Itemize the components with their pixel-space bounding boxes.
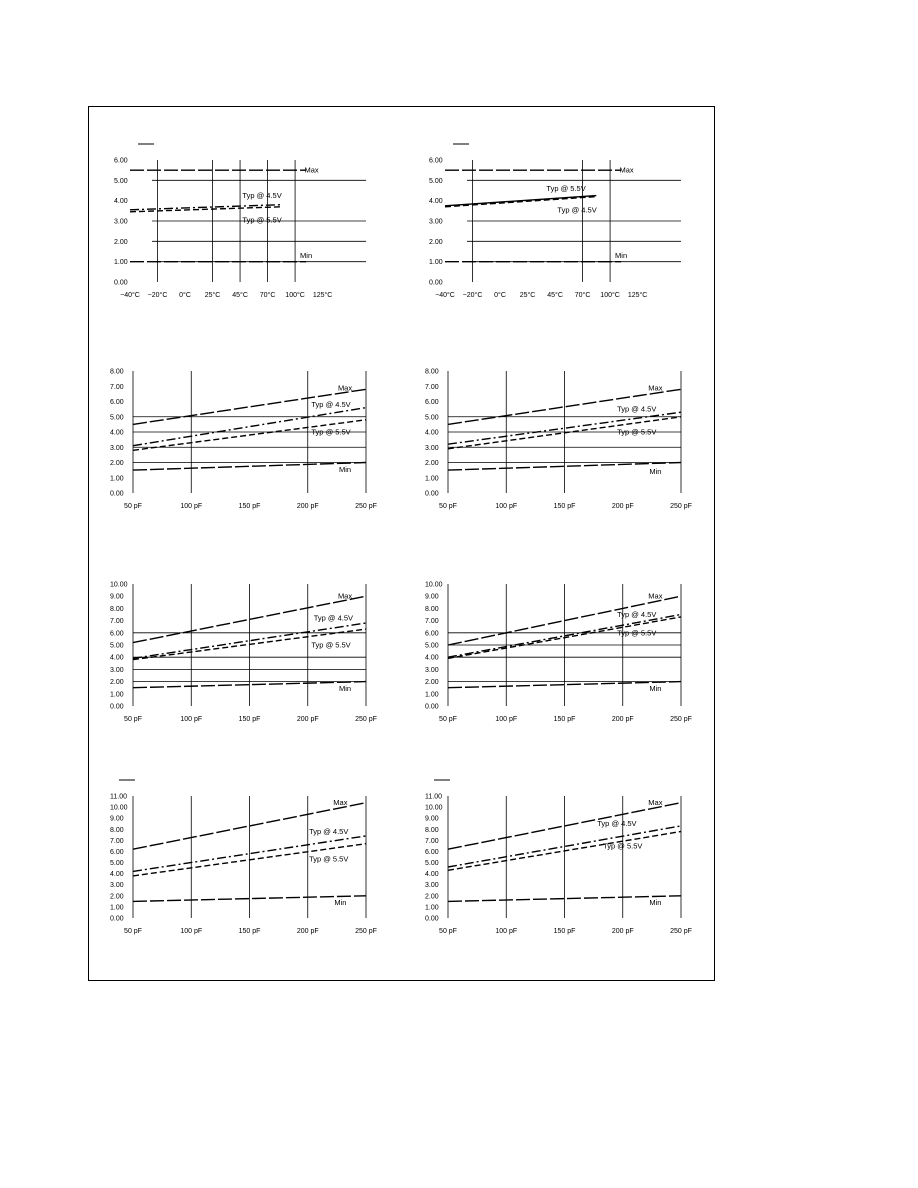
chart-3-y-tick: 1.00 (110, 475, 124, 483)
chart-6-x-tick: 100 pF (495, 716, 518, 723)
chart-3-y-tick: 6.00 (110, 399, 124, 406)
chart-2-y-tick: 6.00 (429, 157, 443, 165)
chart-4-series-label: Typ @ 5.5V (617, 427, 657, 437)
chart-3-y-tick: 0.00 (110, 490, 124, 498)
chart-8-y-tick: 3.00 (425, 882, 439, 890)
chart-8-x-tick: 100 pF (495, 928, 518, 935)
chart-2-series-label: Min (615, 251, 628, 261)
chart-7-x-tick: 150 pF (238, 928, 261, 935)
chart-3-series-line (133, 463, 366, 471)
chart-6-x-tick: 200 pF (611, 716, 634, 723)
chart-1-x-tick: 0°C (179, 292, 191, 299)
chart-3-y-tick: 4.00 (110, 429, 124, 437)
chart-5-y-tick: 10.00 (110, 581, 128, 589)
chart-3-y-tick: 2.00 (110, 460, 124, 467)
chart-2-series-label: Typ @ 5.5V (546, 183, 586, 193)
chart-5-y-tick: 7.00 (110, 618, 124, 626)
chart-5-series-label: Max (337, 591, 353, 601)
chart-1-series-label: Min (300, 251, 313, 261)
chart-4-series-label: Max (648, 383, 663, 393)
chart-4-x-tick: 100 pF (495, 503, 518, 510)
chart-8-y-tick: 10.00 (425, 804, 443, 812)
chart-8-x-tick: 250 pF (670, 928, 692, 935)
chart-7-y-tick: 5.00 (110, 860, 124, 868)
chart-4-y-tick: 5.00 (425, 414, 439, 422)
chart-1-x-tick: 45°C (232, 292, 248, 299)
chart-1-x-tick: 125°C (312, 292, 333, 299)
chart-1-y-tick: 3.00 (114, 218, 128, 226)
chart-2-x-tick: −20°C (462, 292, 483, 299)
chart-1-series-label: Max (304, 165, 319, 175)
chart-5-y-tick: 6.00 (110, 630, 124, 638)
chart-4-x-tick: 250 pF (670, 503, 692, 510)
chart-8-series-label: Typ @ 5.5V (603, 841, 643, 851)
chart-6-y-tick: 6.00 (425, 630, 439, 638)
chart-3-series-label: Max (337, 383, 353, 393)
chart-3-series-label: Typ @ 4.5V (311, 400, 351, 410)
chart-8-y-tick: 8.00 (425, 826, 439, 834)
chart-5-series-label: Typ @ 5.5V (311, 640, 351, 650)
chart-2-series-line (445, 196, 596, 206)
chart-3-x-tick: 250 pF (355, 503, 377, 510)
chart-8-x-tick: 200 pF (611, 928, 634, 935)
chart-1-x-tick: −20°C (147, 292, 168, 299)
chart-5-x-tick: 150 pF (238, 716, 261, 723)
chart-8-y-tick: 9.00 (425, 815, 439, 823)
chart-4-x-tick: 150 pF (553, 503, 576, 510)
chart-8-y-tick: 11.00 (425, 793, 442, 801)
chart-7-y-tick: 3.00 (110, 882, 124, 890)
chart-7-series-label: Max (333, 798, 348, 808)
chart-4-series-label: Min (649, 467, 662, 477)
chart-5-y-tick: 5.00 (110, 642, 124, 650)
chart-8-y-tick: 7.00 (425, 837, 439, 845)
chart-5-x-tick: 50 pF (124, 716, 142, 723)
chart-1-series-label: Typ @ 4.5V (242, 191, 282, 201)
chart-1-series-label: Typ @ 5.5V (242, 215, 282, 225)
chart-3-y-tick: 5.00 (110, 414, 124, 422)
chart-8-y-tick: 4.00 (425, 871, 439, 879)
chart-7-x-tick: 250 pF (355, 928, 377, 935)
chart-6-x-tick: 50 pF (439, 716, 457, 723)
chart-6-y-tick: 10.00 (425, 581, 443, 589)
chart-2-y-tick: 2.00 (429, 238, 443, 246)
chart-1-x-tick: 25°C (204, 292, 221, 299)
chart-7-series-label: Typ @ 4.5V (309, 826, 349, 836)
chart-4-y-tick: 3.00 (425, 444, 439, 452)
chart-6-y-tick: 4.00 (425, 654, 439, 662)
chart-7-y-tick: 9.00 (110, 815, 124, 823)
chart-7-x-tick: 200 pF (296, 928, 319, 935)
chart-1-x-tick: 70°C (259, 292, 276, 299)
chart-7-y-tick: 2.00 (110, 893, 124, 901)
chart-5-y-tick: 4.00 (110, 654, 124, 662)
chart-4-y-tick: 0.00 (425, 490, 439, 498)
chart-6-series-label: Typ @ 5.5V (617, 628, 657, 638)
chart-7-y-tick: 4.00 (110, 871, 124, 879)
chart-7-x-tick: 50 pF (124, 928, 142, 935)
chart-6-y-tick: 3.00 (425, 666, 439, 674)
chart-8-series-label: Max (648, 798, 663, 808)
chart-4-series-label: Typ @ 4.5V (617, 404, 657, 414)
chart-5-y-tick: 2.00 (110, 679, 124, 687)
chart-6-y-tick: 1.00 (425, 691, 439, 699)
chart-2-x-tick: 25°C (519, 292, 536, 299)
chart-2-y-tick: 5.00 (429, 177, 443, 185)
chart-4-y-tick: 7.00 (425, 383, 439, 391)
chart-6-y-tick: 9.00 (425, 593, 439, 601)
chart-2-x-tick: −40°C (435, 292, 455, 299)
chart-5-y-tick: 3.00 (110, 666, 124, 674)
chart-6-y-tick: 5.00 (425, 642, 439, 650)
chart-8-series-label: Min (649, 897, 662, 907)
chart-7-y-tick: 0.00 (110, 915, 124, 923)
chart-7-y-tick: 11.00 (110, 793, 127, 801)
chart-7-x-tick: 100 pF (180, 928, 203, 935)
chart-3-x-tick: 100 pF (180, 503, 203, 510)
chart-2-x-tick: 70°C (574, 292, 591, 299)
chart-2-x-tick: 45°C (547, 292, 563, 299)
chart-7-series-label: Typ @ 5.5V (309, 854, 349, 864)
chart-6-x-tick: 150 pF (553, 716, 576, 723)
chart-8-y-tick: 5.00 (425, 860, 439, 868)
chart-3-series-label: Min (338, 464, 352, 474)
chart-6-series-label: Max (648, 591, 663, 601)
chart-8-y-tick: 1.00 (425, 904, 439, 912)
chart-1-y-tick: 5.00 (114, 177, 128, 185)
chart-8-y-tick: 2.00 (425, 893, 439, 901)
chart-7-y-tick: 8.00 (110, 826, 124, 834)
chart-4-y-tick: 8.00 (425, 368, 439, 376)
chart-6-x-tick: 250 pF (670, 716, 692, 723)
chart-5-x-tick: 200 pF (296, 716, 319, 723)
chart-1-y-tick: 6.00 (114, 157, 128, 165)
chart-5-y-tick: 9.00 (110, 593, 124, 601)
chart-5-y-tick: 1.00 (110, 691, 124, 699)
chart-2-x-tick: 0°C (494, 292, 506, 299)
chart-2-y-tick: 0.00 (429, 279, 443, 287)
chart-6-series-label: Min (649, 683, 662, 693)
chart-5-series-label: Min (338, 683, 352, 693)
chart-1-y-tick: 0.00 (114, 279, 128, 287)
chart-5-y-tick: 0.00 (110, 703, 124, 711)
chart-6-y-tick: 8.00 (425, 605, 439, 613)
chart-8-y-tick: 0.00 (425, 915, 439, 923)
chart-4-x-tick: 50 pF (439, 503, 457, 510)
chart-5-x-tick: 100 pF (180, 716, 203, 723)
chart-3-y-tick: 3.00 (110, 444, 124, 452)
chart-2-x-tick: 125°C (627, 292, 648, 299)
chart-2-x-tick: 100°C (600, 292, 620, 299)
chart-4-y-tick: 1.00 (425, 475, 439, 483)
chart-8-x-tick: 50 pF (439, 928, 457, 935)
chart-5-x-tick: 250 pF (355, 716, 377, 723)
chart-1-x-tick: 100°C (285, 292, 305, 299)
chart-4-x-tick: 200 pF (611, 503, 634, 510)
chart-3-y-tick: 8.00 (110, 368, 124, 376)
chart-3-x-tick: 200 pF (296, 503, 319, 510)
chart-6-series-label: Typ @ 4.5V (617, 610, 657, 619)
chart-8-y-tick: 6.00 (425, 848, 439, 856)
chart-3-x-tick: 150 pF (238, 503, 261, 510)
chart-6-y-tick: 7.00 (425, 618, 439, 626)
chart-3-series-label: Typ @ 5.5V (311, 427, 351, 437)
chart-1-y-tick: 2.00 (114, 238, 128, 246)
chart-7-y-tick: 1.00 (110, 904, 124, 912)
chart-1-x-tick: −40°C (120, 292, 140, 299)
chart-5-y-tick: 8.00 (110, 605, 124, 613)
chart-3-x-tick: 50 pF (124, 503, 142, 510)
chart-1-y-tick: 1.00 (114, 259, 128, 267)
chart-2-series-label: Max (619, 165, 634, 175)
chart-2-y-tick: 1.00 (429, 259, 443, 267)
chart-7-y-tick: 10.00 (110, 804, 128, 812)
chart-2-y-tick: 4.00 (429, 198, 443, 206)
chart-3-y-tick: 7.00 (110, 383, 124, 391)
chart-4-y-tick: 4.00 (425, 429, 439, 437)
chart-6-y-tick: 0.00 (425, 703, 439, 711)
chart-1-y-tick: 4.00 (114, 198, 128, 206)
chart-7-y-tick: 6.00 (110, 848, 124, 856)
chart-4-y-tick: 2.00 (425, 460, 439, 467)
chart-8-series-label: Typ @ 4.5V (597, 819, 637, 829)
chart-8-x-tick: 150 pF (553, 928, 576, 935)
chart-2-series-label: Typ @ 4.5V (557, 205, 597, 215)
chart-2-y-tick: 3.00 (429, 218, 443, 226)
chart-7-y-tick: 7.00 (110, 837, 124, 845)
chart-5-series-label: Typ @ 4.5V (313, 613, 354, 623)
chart-4-y-tick: 6.00 (425, 399, 439, 406)
chart-7-series-label: Min (334, 897, 347, 907)
chart-6-y-tick: 2.00 (425, 679, 439, 687)
